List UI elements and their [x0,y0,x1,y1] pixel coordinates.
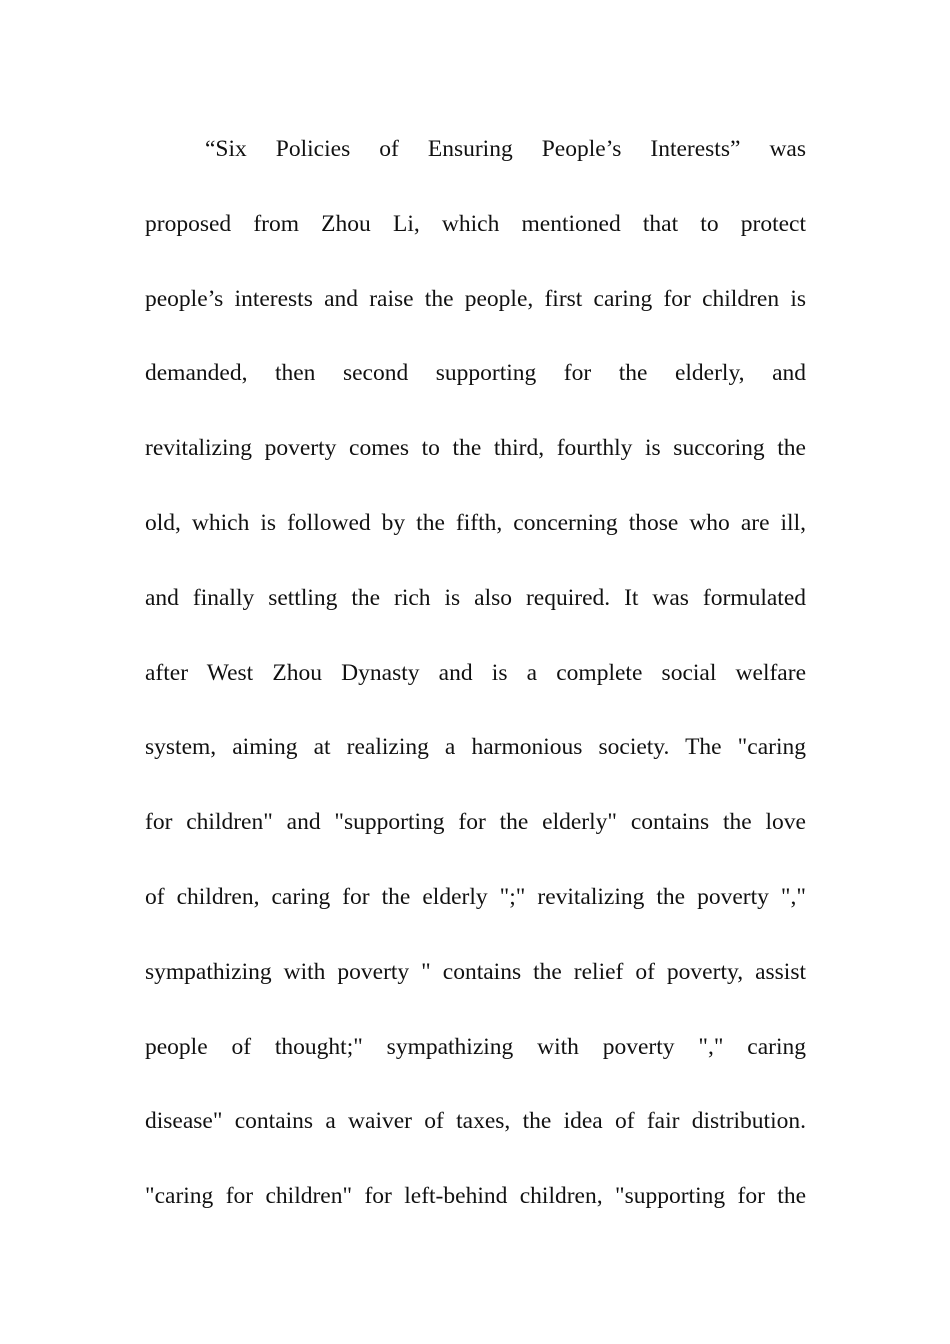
paragraph-line-7: and finally settling the rich is also required. It was formulated [145,584,806,611]
paragraph-line-4: demanded, then second supporting for the elderly, and [145,360,806,387]
paragraph-line-2: proposed from Zhou Li, which mentioned that to protect [145,210,806,237]
paragraph-line-3: people’s interests and raise the people, first caring for children is [145,285,806,312]
paragraph-line-8: after West Zhou Dynasty and is a complete social welfare [145,659,806,686]
paragraph-line-12: sympathizing with poverty " contains the relief of poverty, assist [145,958,806,985]
paragraph-line-15: "caring for children" for left-behind children, "supporting for the [145,1183,806,1210]
body-paragraph [145,122,806,1244]
paragraph-line-5: revitalizing poverty comes to the third, fourthly is succoring the [145,435,806,462]
paragraph-line-10: for children" and "supporting for the elderly" contains the love [145,809,806,836]
paragraph-line-9: system, aiming at realizing a harmonious society. The "caring [145,734,806,761]
paragraph-line-14: disease" contains a waiver of taxes, the idea of fair distribution. [145,1108,806,1135]
paragraph-line-11: of children, caring for the elderly ";" revitalizing the poverty "," [145,883,806,910]
paragraph-line-6: old, which is followed by the fifth, concerning those who are ill, [145,509,806,536]
paragraph-line-13: people of thought;" sympathizing with poverty "," caring [145,1033,806,1060]
paragraph-line-1: “Six Policies of Ensuring People’s Interests” was [205,136,806,162]
